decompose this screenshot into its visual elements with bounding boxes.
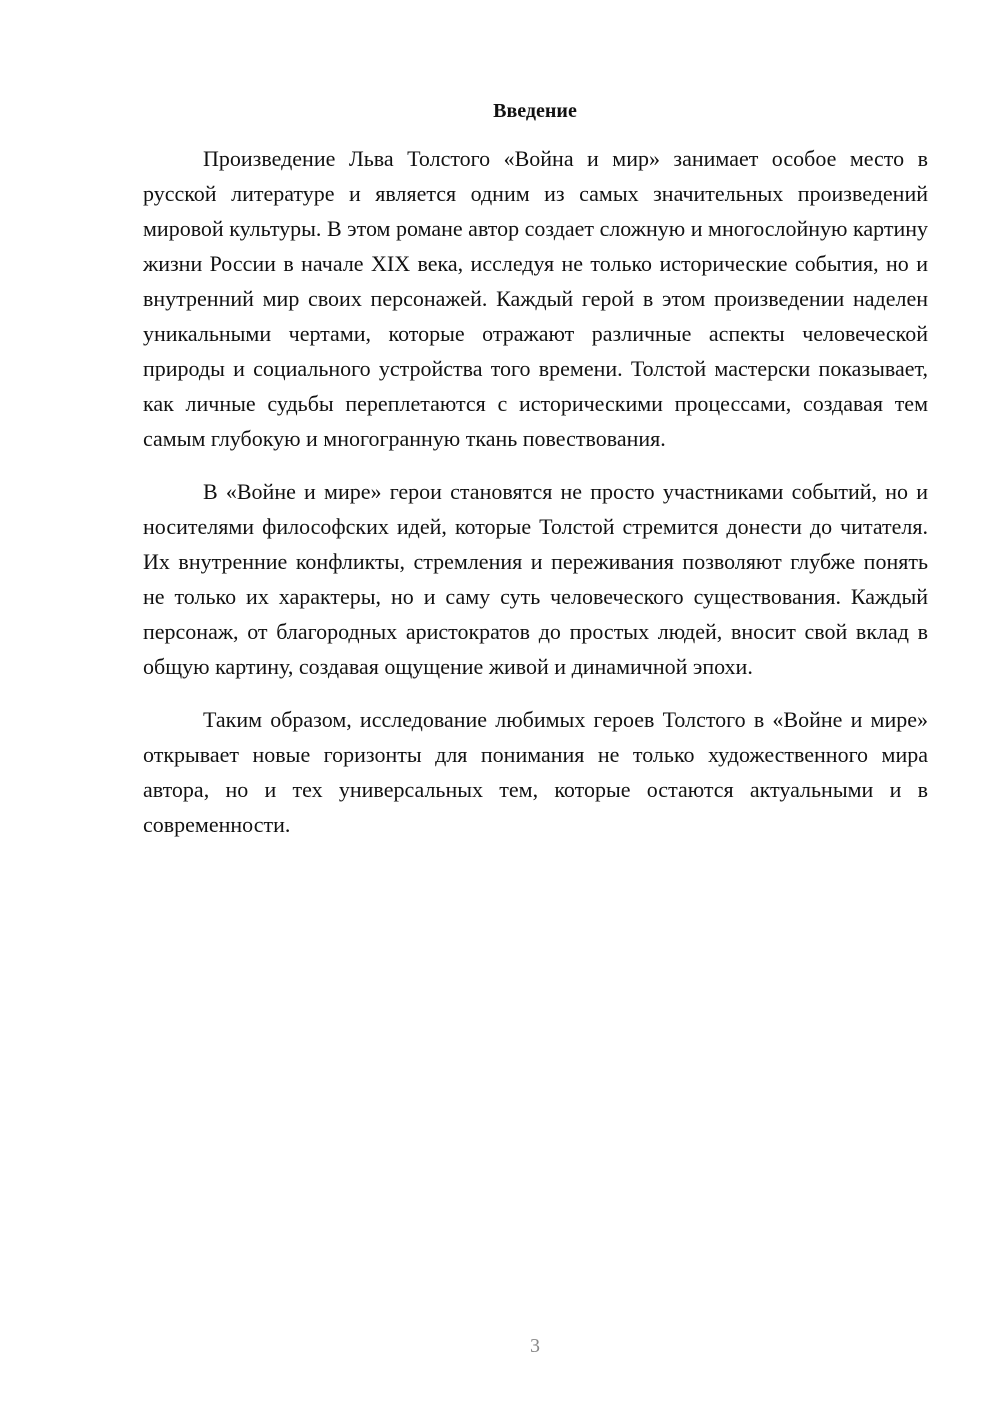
page-number: 3 <box>530 1335 540 1357</box>
paragraph-1: Произведение Льва Толстого «Война и мир» занимает особое место в русской литературе и является одним из самых значительных произведений мировой культуры. В этом романе автор создает сложную и многослойную картину жизни России в начале XIX века, исследуя не только исторические события, но и внутренний мир своих персонажей. Каждый герой в этом произведении наделен уникальными чертами, которые отражают различные аспекты человеческой природы и социального устройства того времени. Толстой мастерски показывает, как личные судьбы переплетаются с историческими процессами, создавая тем самым глубокую и многогранную ткань повествования. <box>143 146 928 451</box>
section-heading: Введение <box>493 100 577 122</box>
paragraph-3: Таким образом, исследование любимых героев Толстого в «Войне и мире» открывает новые горизонты для понимания не только художественного мира автора, но и тех универсальных тем, которые остаются актуальными и в современности. <box>143 707 928 837</box>
body-text <box>143 141 928 860</box>
paragraph-2: В «Войне и мире» герои становятся не просто участниками событий, но и носителями философских идей, которые Толстой стремится донести до читателя. Их внутренние конфликты, стремления и переживания позволяют глубже понять не только их характеры, но и саму суть человеческого существования. Каждый персонаж, от благородных аристократов до простых людей, вносит свой вклад в общую картину, создавая ощущение живой и динамичной эпохи. <box>143 479 928 679</box>
